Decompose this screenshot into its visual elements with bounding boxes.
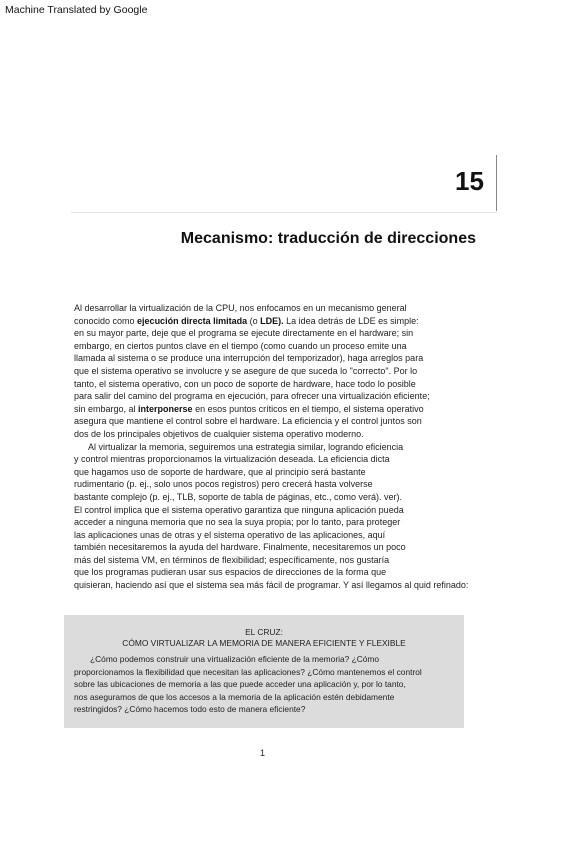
crux-heading <box>64 627 464 649</box>
page-number: 1 <box>260 748 266 758</box>
crux-line: sobre las ubicaciones de memoria a las que puede acceder una aplicación y, por lo tanto, <box>74 679 406 689</box>
crux-line: proporcionamos la flexibilidad que necesitan las aplicaciones? ¿Cómo mantenemos el control <box>74 666 422 677</box>
term-lde-abbr: LDE). <box>260 315 284 326</box>
body-line: las aplicaciones unas de otras y el sistema operativo de las aplicaciones, aquí <box>74 529 386 540</box>
body-line: tanto, el sistema operativo, con un poco de soporte de hardware, hace todo lo posible <box>74 378 416 389</box>
chapter-number: 15 <box>455 166 484 196</box>
body-line: rudimentario (p. ej., solo unos pocos registros) pero crecerá hasta volverse <box>74 479 373 490</box>
body-line: embargo, en ciertos puntos clave en el tiempo (como cuando un proceso emite una <box>74 340 407 351</box>
body-line: dos de los principales objetivos de cualquier sistema operativo moderno. <box>74 428 364 439</box>
body-line: quisieran, haciendo así que el sistema sea más fácil de programar. Y así llegamos al quid refinado: <box>74 580 469 591</box>
body-line: para salir del camino del programa en ejecución, para ofrecer una virtualización eficiente; <box>74 391 430 402</box>
body-line: conocido como ejecución directa limitada (o LDE). La idea detrás de LDE es simple: <box>74 315 419 326</box>
crux-line: restringidos? ¿Cómo hacemos todo esto de manera eficiente? <box>74 704 306 714</box>
crux-box <box>64 615 464 728</box>
body-text <box>74 302 554 592</box>
body-line: que el sistema operativo se involucre y se asegure de que suceda lo "correcto". Por lo <box>74 365 418 376</box>
body-line: y control mientras proporcionamos la virtualización deseada. La eficiencia dicta <box>74 454 390 465</box>
body-line: más del sistema VM, en términos de flexibilidad; específicamente, nos gustaría <box>74 554 390 565</box>
body-line: bastante complejo (p. ej., TLB, soporte de tabla de páginas, etc., como verá). ver). <box>74 491 403 502</box>
crux-line: ¿Cómo podemos construir una virtualización eficiente de la memoria? ¿Cómo <box>90 654 380 664</box>
body-line: llamada al sistema o se produce una interrupción del temporizador), haga arreglos para <box>74 353 424 364</box>
crux-body <box>74 653 459 716</box>
body-line: que hagamos uso de soporte de hardware, que al principio será bastante <box>74 466 366 477</box>
body-line: en su mayor parte, deje que el programa se ejecute directamente en el hardware; sin <box>74 328 414 339</box>
chapter-rule <box>496 155 497 211</box>
chapter-title: Mecanismo: traducción de direcciones <box>180 230 476 247</box>
chapter-divider <box>71 212 497 213</box>
machine-translated-label: Machine Translated by Google <box>5 4 148 16</box>
crux-subtitle: CÓMO VIRTUALIZAR LA MEMORIA DE MANERA EFICIENTE Y FLEXIBLE <box>122 638 406 648</box>
body-line: asegura que mantiene el control sobre el hardware. La eficiencia y el control juntos son <box>74 416 422 427</box>
body-line: Al virtualizar la memoria, seguiremos una estrategia similar, logrando eficiencia <box>88 441 404 452</box>
body-line: acceder a ninguna memoria que no sea la suya propia; por lo tanto, para proteger <box>74 517 401 528</box>
term-interponerse: interponerse <box>138 403 193 414</box>
crux-title: EL CRUZ: <box>245 627 283 637</box>
body-line: Al desarrollar la virtualización de la CPU, nos enfocamos en un mecanismo general <box>74 303 407 313</box>
crux-line: nos aseguramos de que los accesos a la memoria de la aplicación estén debidamente <box>74 691 395 702</box>
body-line: que los programas pudieran usar sus espacios de direcciones de la forma que <box>74 567 387 578</box>
body-line: El control implica que el sistema operativo garantiza que ninguna aplicación pueda <box>74 504 404 515</box>
body-line: también necesitaremos la ayuda del hardware. Finalmente, necesitaremos un poco <box>74 542 406 553</box>
term-lde: ejecución directa limitada <box>137 315 248 326</box>
body-line: sin embargo, al interponerse en esos puntos críticos en el tiempo, el sistema operativo <box>74 403 424 414</box>
